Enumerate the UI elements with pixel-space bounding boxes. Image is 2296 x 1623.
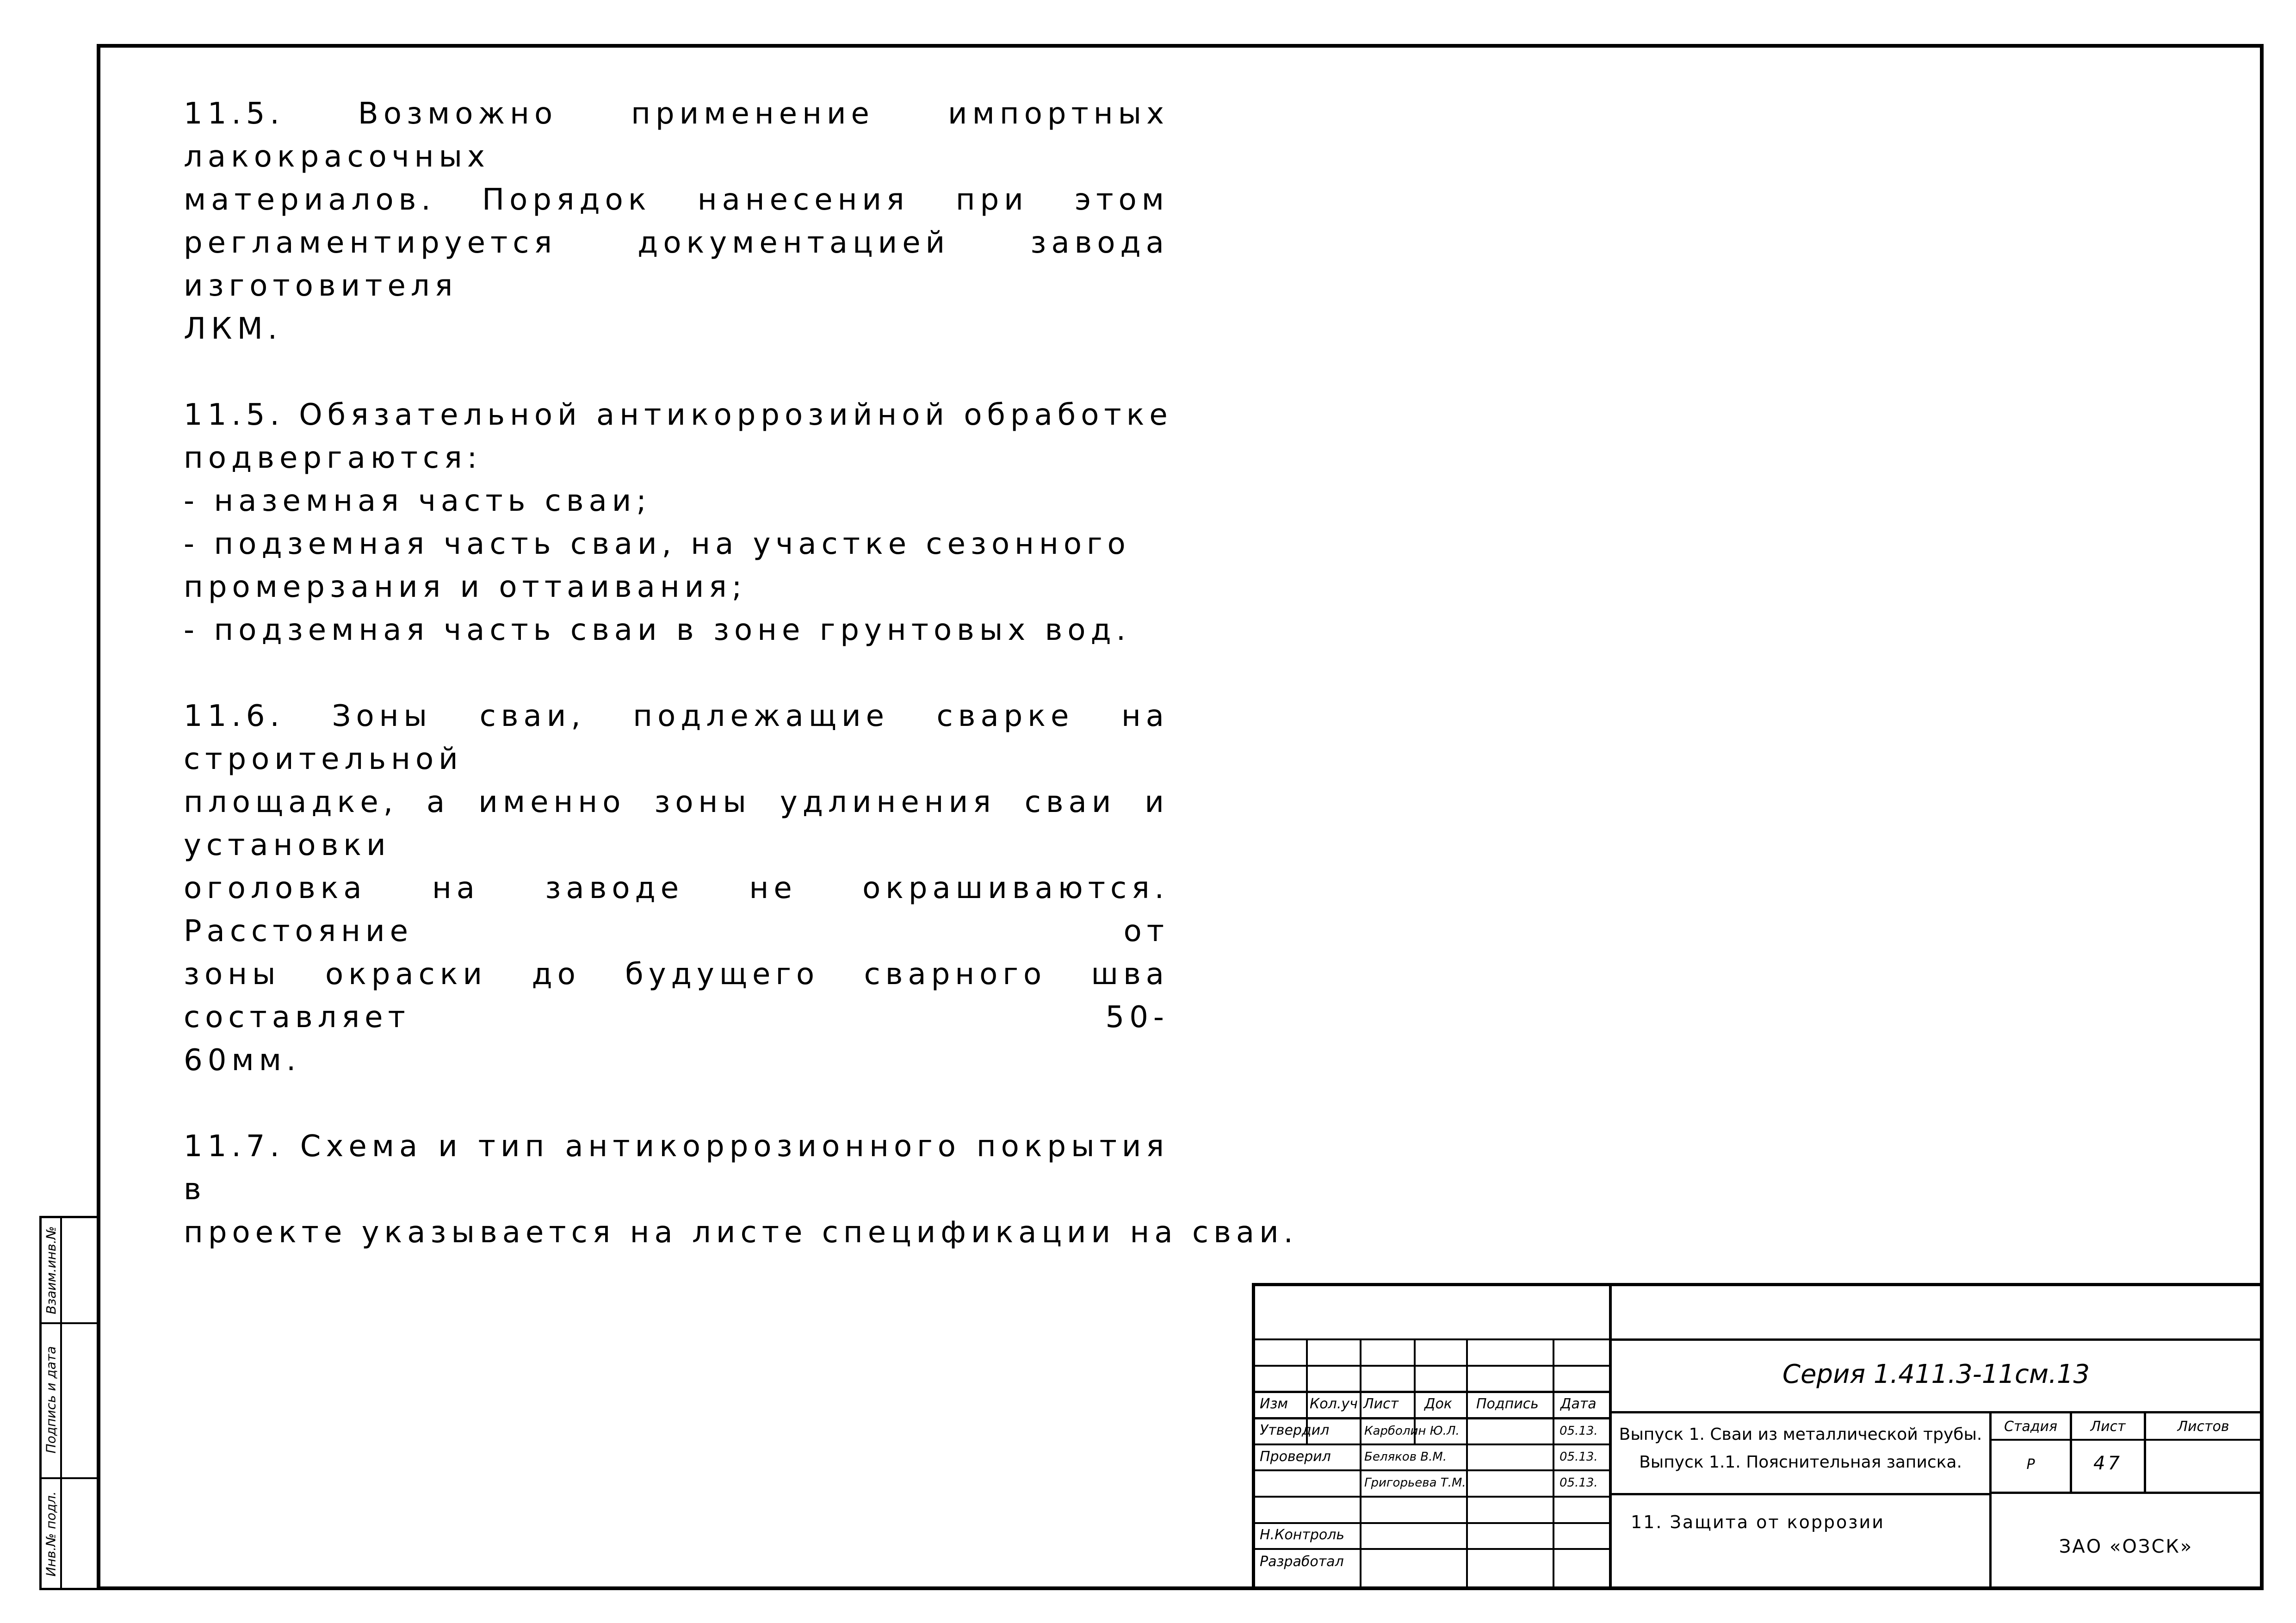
side-stamp-inv-label: Инв.№ подл. [43,1491,59,1577]
text-line: промерзания и оттаивания; [184,570,747,604]
text-line: зоны окраски до будущего сварного шва составляет 50- [184,957,1169,1035]
text-line: ЛКМ. [184,312,283,346]
side-stamp-podpis-cell [42,1322,60,1477]
tb-rule [1612,1493,1990,1495]
tb-name-3: Григорьева Т.М. [1364,1476,1466,1490]
tb-rule [1360,1338,1362,1587]
tb-header-data: Дата [1560,1396,1597,1412]
tb-rule [1989,1411,1992,1587]
title-block [1252,1283,2264,1590]
tb-role-proveril: Проверил [1260,1449,1331,1465]
text-line: регламентируется документацией завода изготовителя [184,226,1169,303]
tb-rule [1990,1492,2260,1494]
tb-rule [1255,1365,1609,1367]
text-line: площадке, а именно зоны удлинения сваи и установки [184,785,1169,862]
tb-doc-title-2: Выпуск 1.1. Пояснительная записка. [1639,1453,1962,1472]
tb-rule [1553,1338,1554,1587]
tb-rule [1609,1338,2260,1341]
tb-rule [1255,1469,1609,1471]
tb-rule [1255,1417,1609,1419]
tb-date-2: 05.13. [1560,1450,1598,1464]
text-line: 11.5. Возможно применение импортных лакокрасочных [184,97,1169,174]
tb-role-utverdil: Утвердил [1260,1422,1330,1438]
tb-organization: ЗАО «ОЗСК» [2059,1536,2193,1557]
paragraph-11-6-welding-zones [184,695,1169,1082]
explanatory-text [184,93,1298,1297]
tb-role-razrabotal: Разработал [1260,1554,1344,1570]
text-line: 60мм. [184,1043,301,1078]
tb-rule [1609,1411,2260,1413]
text-line: подвергаются: [184,441,483,475]
tb-rule [1255,1548,1609,1550]
text-line: материалов. Порядок нанесения при этом [184,183,1169,217]
tb-name-1: Карболин Ю.Л. [1364,1424,1460,1438]
tb-header-list: Лист [1363,1396,1399,1412]
tb-stage-label: Стадия [2004,1419,2058,1435]
tb-header-dok: Док [1424,1396,1452,1412]
tb-name-2: Беляков В.М. [1364,1450,1447,1464]
tb-rule [1990,1439,2260,1441]
side-stamp-divider [60,1218,62,1588]
paragraph-11-5-treatment [184,394,1173,652]
paragraph-11-5-paints [184,93,1169,351]
tb-doc-title-1: Выпуск 1. Сваи из металлической трубы. [1619,1425,1982,1444]
text-line: 11.6. Зоны сваи, подлежащие сварке на строительной [184,699,1169,776]
tb-rule [1255,1443,1609,1445]
tb-series: Серия 1.411.3-11см.13 [1782,1359,2090,1389]
side-stamp-vzam-label: Взаим.инв.№ [43,1226,59,1314]
side-stamp-vzam-cell [42,1218,60,1322]
tb-sheet-value: 47 [2093,1453,2123,1474]
tb-date-3: 05.13. [1560,1476,1598,1490]
text-line: - подземная часть сваи, на участке сезонного [184,527,1131,561]
tb-stage-value: Р [2026,1456,2035,1473]
side-stamp [39,1216,97,1590]
side-stamp-podpis-label: Подпись и дата [43,1346,59,1454]
tb-header-podpis: Подпись [1476,1396,1539,1412]
tb-role-nkontrol: Н.Контроль [1260,1527,1345,1543]
tb-date-1: 05.13. [1560,1424,1598,1438]
text-line: проекте указывается на листе спецификации на сваи. [184,1215,1298,1250]
text-line: - наземная часть сваи; [184,484,651,518]
tb-rule [1255,1338,1609,1340]
text-line: 11.5. Обязательной антикоррозийной обработке [184,398,1173,432]
text-line: - подземная часть сваи в зоне грунтовых вод. [184,613,1131,647]
tb-header-izm: Изм [1260,1396,1288,1412]
paragraph-11-7-coating-scheme [184,1125,1298,1254]
text-line: 11.7. Схема и тип антикоррозионного покрытия в [184,1129,1169,1207]
tb-section-title: 11. Защита от коррозии [1631,1512,1885,1532]
tb-rule [1255,1496,1609,1498]
tb-rule [1466,1338,1468,1587]
text-line: оголовка на заводе не окрашиваются. Расстояние от [184,871,1169,948]
tb-rule [1255,1522,1609,1524]
tb-sheet-label: Лист [2090,1419,2126,1435]
tb-sheets-label: Листов [2177,1419,2229,1435]
side-stamp-inv-cell [42,1477,60,1590]
tb-rule [1255,1391,1609,1393]
tb-header-kol: Кол.уч [1310,1396,1358,1412]
